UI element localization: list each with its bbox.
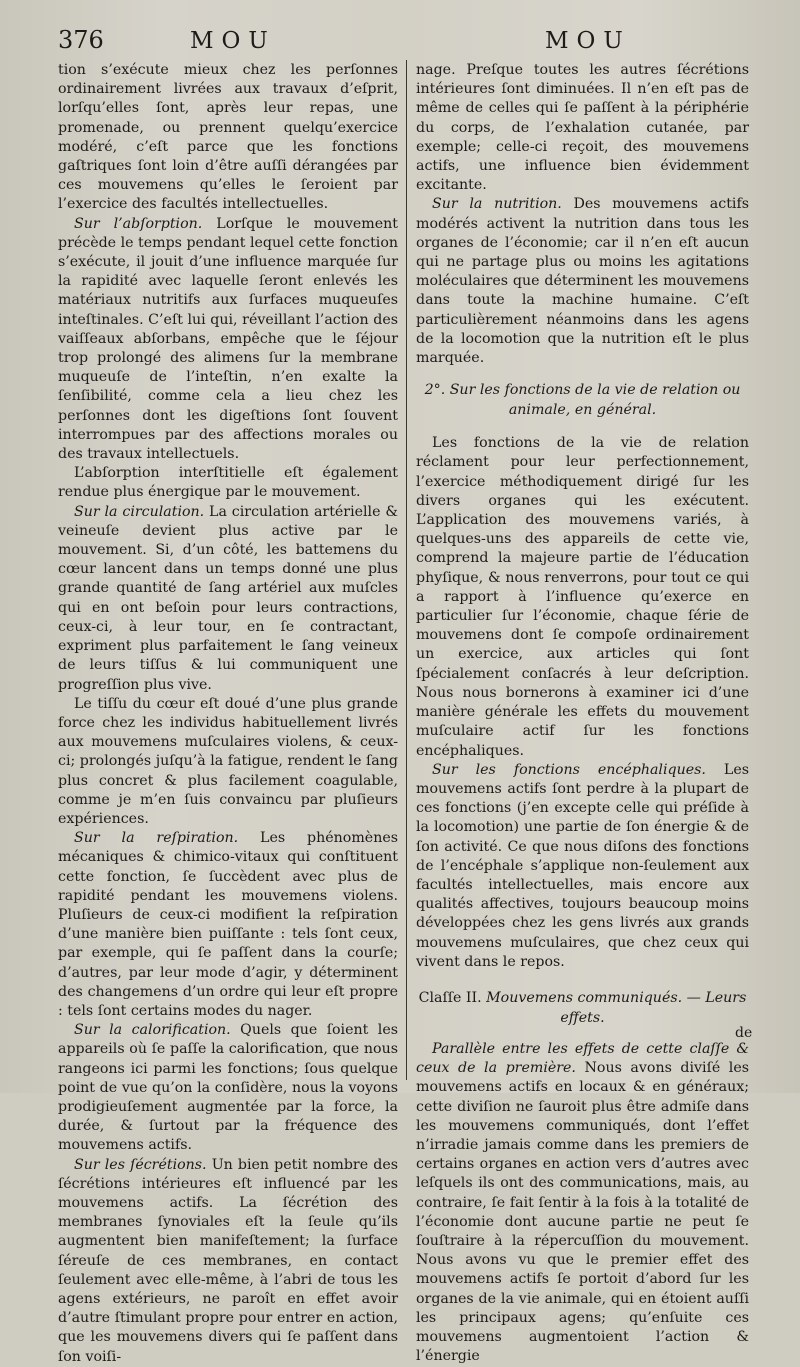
paragraph-lead: Sur les ſécrétions. (74, 1156, 207, 1173)
class-heading-title: Mouvemens communiqués. — Leurs effets. (486, 989, 747, 1026)
paragraph-lead: Sur la circulation. (74, 503, 205, 520)
class-heading-label: Claſſe II. (418, 989, 482, 1006)
paragraph (58, 464, 398, 502)
paragraph-text: Un bien petit nombre des ſécrétions intérieures eſt influencé par les mouvemens actifs. La ſécrétion des membranes ſynoviales eſt la ſeule qu’ils augmentent bien manifeſtement; la ſurface ſéreuſe de ces membranes, en contact ſeulement avec elle-même, à l’abri de tous les agens extérieurs, ne paroît en effet avoir d’autre ſtimulant propre pour entrer en action, que les mouvemens divers qui ſe paſſent dans ſon voiſi- (58, 1156, 398, 1365)
paragraph-lead: Sur la reſpiration. (74, 830, 239, 847)
page-number: 376 (58, 26, 104, 54)
paragraph (58, 215, 398, 465)
paragraph (58, 1156, 398, 1367)
paragraph-lead: Sur l’abſorption. (74, 215, 203, 232)
paragraph (58, 503, 398, 695)
left-column (58, 61, 399, 1365)
paragraph (58, 695, 398, 829)
paragraph (416, 434, 749, 760)
paragraph-text: Le tiſſu du cœur eſt doué d’une plus grande force chez les individus habituellement livrés aux mouvemens muſculaires violens, & ceux-ci; prolongés juſqu’à la fatigue, rendent le ſang plus concret & plus facilement coagulable, comme je m’en ſuis convaincu par pluſieurs expériences. (58, 695, 398, 827)
running-head-right: MOU (545, 28, 631, 54)
section-heading: 2°. Sur les fonctions de la vie de relation ou animale, en général. (424, 382, 741, 419)
paragraph (58, 1021, 398, 1155)
paragraph-text: La circulation artérielle & veineuſe devient plus active par le mouvement. Si, d’un côté, les battemens du cœur lancent dans un temps donné une plus grande quantité de ſang artériel aux muſcles qui en ont beſoin pour leurs contractions, ceux-ci, à leur tour, en ſe contractant, expriment plus parfaitement le ſang veineux de leurs tiſſus & lui communiquent une progreſſion plus vive. (58, 503, 398, 693)
paragraph-text: Nous avons diviſé les mouvemens actifs en locaux & en généraux; cette diviſion ne ſauroit plus être admiſe dans les mouvemens communiqués, dont l’effet n’irradie jamais comme dans les premiers de certains organes en action vers d’autres avec leſquels ils ont des communications, mais, au contraire, ſe fait ſentir à la fois à la totalité de l’économie dont aucune partie ne peut ſe ſouſtraire à la répercuſſion du mouvement. Nous avons vu que le premier effet des mouvemens actifs ſe portoit d’abord ſur les organes de la vie animale, qui en étoient auſſi les principaux agens; qu’enſuite ces mouvemens augmentoient l’action & l’énergie (416, 1060, 749, 1365)
paragraph (416, 195, 749, 368)
continued-paragraph (416, 61, 749, 195)
paragraph-text: Les mouvemens actifs ſont perdre à la plupart de ces fonctions (j’en excepte celle qui préſide à la locomotion) une partie de ſon énergie & de ſon activité. Ce que nous diſons des fonctions de l’encéphale s’applique non-ſeulement aux facultés intellectuelles, mais encore aux qualités affectives, toujours beaucoup moins développées chez les gens livrés aux grands mouvemens muſculaires, que chez ceux qui vivent dans le repos. (416, 761, 750, 970)
paragraph-lead: Sur les fonctions encéphaliques. (432, 761, 706, 778)
column-divider (406, 60, 407, 1080)
catchword: de (735, 1025, 753, 1041)
paragraph-lead: Sur la nutrition. (432, 196, 562, 213)
paragraph-text: tion s’exécute mieux chez les perſonnes ordinairement livrées aux travaux d’eſprit, lorſqu’elles ſont, après leur repas, une promenade, ou prennent quelqu’exercice modéré, c’eſt parce que les fonctions gaſtriques ſont loin d’être auſſi dérangées par ces mouvemens qu’elles le ſeroient par l’exercice des facultés intellectuelles. (58, 62, 398, 213)
paragraph-text: Quels que ſoient les appareils où ſe paſſe la calorification, que nous rangeons ici parmi les fonctions; ſous quelque point de vue qu’on la conſidère, nous la voyons prodigieuſement augmentée par la force, la durée, & ſurtout par la fréquence des mouvemens actifs. (58, 1022, 398, 1154)
paragraph-text: Les fonctions de la vie de relation réclament pour leur perfectionnement, l’exercice méthodiquement dirigé ſur les divers organes qui les exécutent. L’application des mouvemens variés, à quelques-uns des appareils de cette vie, comprend la majeure partie de l’éducation phyſique, & nous renverrons, pour tout ce qui a rapport à l’influence qu’exerce en particulier ſur l’économie, chaque ſérie de mouvemens dont ſe compoſe ordinairement un exercice, aux articles qui ſont ſpécialement conſacrés à leur deſcription. Nous nous bornerons à examiner ici d’une manière générale les effets du mouvement muſculaire actif ſur les fonctions encéphaliques. (416, 435, 749, 759)
continued-paragraph (58, 61, 398, 215)
paragraph-text: Les phénomènes mécaniques & chimico-vitaux qui conſtituent cette fonction, ſe ſuccèdent avec plus de rapidité pendant les mouvemens violens. Pluſieurs de ceux-ci modifient la reſpiration d’une manière bien puiſſante : tels ſont ceux, par exemple, qui ſe paſſent dans la courſe; d’autres, par leur mode d’agir, y déterminent des changemens d’un ordre qui leur eſt propre : tels ſont certains modes du nager. (58, 830, 399, 1019)
page-header (0, 26, 800, 60)
paragraph-text: Des mouvemens actifs modérés activent la nutrition dans tous les organes de l’économie; car il n’en eſt aucun qui ne partage plus ou moins les agitations moléculaires que déterminent les mouvemens dans toute la machine humaine. C’eſt particulièrement néanmoins dans les agens de la locomotion que la nutrition eſt le plus marquée. (416, 196, 749, 367)
paragraph (416, 1040, 749, 1366)
paragraph-text: L’abſorption interſtitielle eſt également rendue plus énergique par le mouvement. (58, 465, 398, 501)
paragraph (58, 829, 398, 1021)
paragraph-lead: Parallèle entre les effets de cette claſſe & ceux de la première. (416, 1040, 749, 1077)
paragraph (416, 761, 749, 972)
paragraph-text: nage. Preſque toutes les autres ſécrétions intérieures ſont diminuées. Il n’en eſt pas de même de celles qui ſe paſſent à la périphérie du corps, de l’exhalation cutanée, par exemple; celle-ci reçoit, des mouvemens actifs, une influence bien évidemment excitante. (416, 62, 749, 194)
right-column (416, 61, 750, 1365)
paragraph-lead: Sur la calorification. (74, 1022, 231, 1039)
paragraph-text: Lorſque le mouvement précède le temps pendant lequel cette fonction s’exécute, il jouit d’une influence marquée ſur la rapidité avec laquelle ſeront enlevés les matériaux nutritifs aux ſurfaces muqueuſes inteſtinales. C’eſt lui qui, réveillant l’action des vaiſſeaux abſorbans, empêche que le ſéjour trop prolongé des alimens ſur la membrane muqueuſe de l’inteſtin, n’en exalte la ſenſibilité, comme cela a lieu chez les perſonnes dont les digeſtions ſont ſouvent interrompues par des affections morales ou des travaux intellectuels. (58, 215, 399, 463)
running-head-left: MOU (190, 28, 276, 54)
class-heading (416, 988, 749, 1028)
